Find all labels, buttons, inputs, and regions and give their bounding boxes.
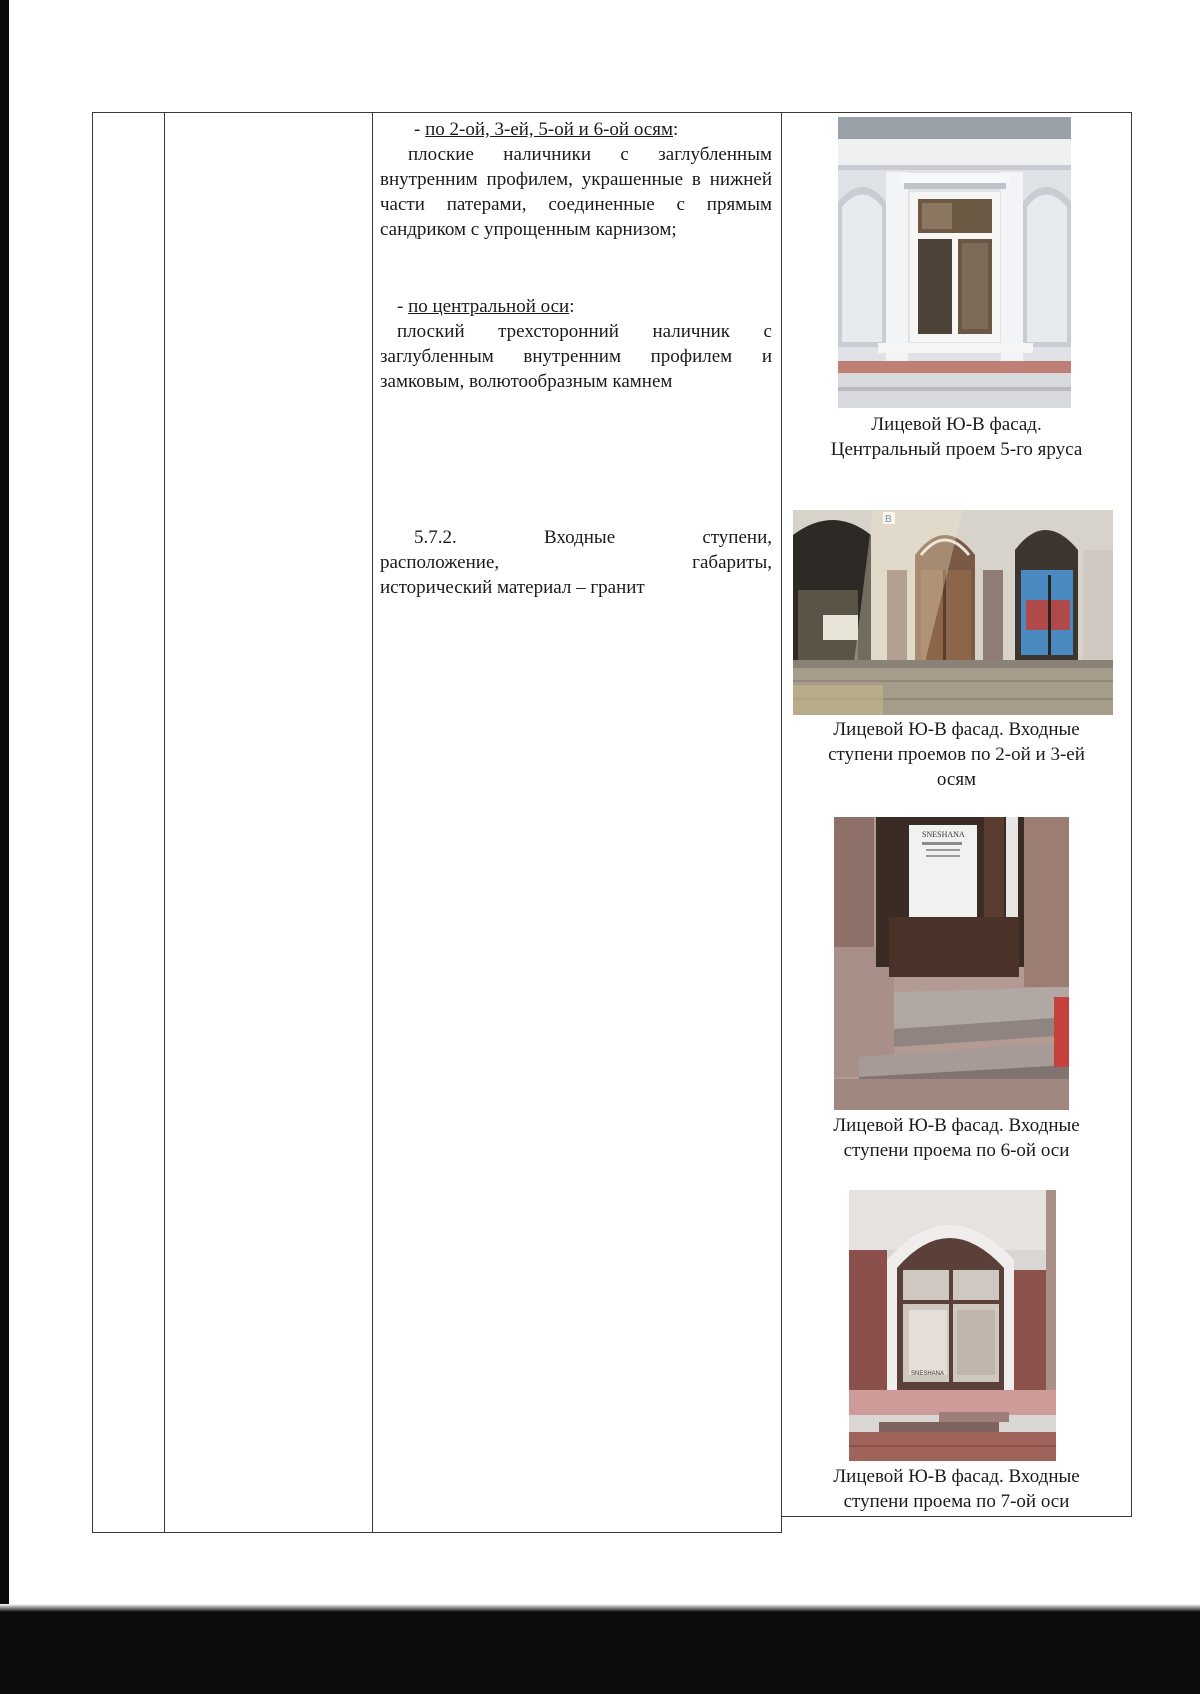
table-bottom-border bbox=[92, 1532, 782, 1533]
section-heading bbox=[380, 294, 772, 319]
table-bottom-border-right bbox=[782, 1516, 1132, 1517]
table-col-divider-4 bbox=[781, 112, 782, 1533]
section-line: 5.7.2. Входные ступени, bbox=[414, 527, 772, 548]
section-central-axis bbox=[380, 294, 772, 394]
caption-line: осям bbox=[936, 769, 977, 790]
caption-line: ступени проемов по 2-ой и 3-ей bbox=[828, 744, 1085, 765]
photo-caption bbox=[790, 1113, 1123, 1163]
caption-line: ступени проема по 6-ой оси bbox=[843, 1140, 1070, 1161]
heading-prefix: - bbox=[397, 296, 409, 317]
section-line: исторический материал – гранит bbox=[380, 577, 645, 598]
photo-caption bbox=[790, 412, 1123, 462]
photo-central-window bbox=[838, 117, 1071, 408]
section-window-trims-axes bbox=[380, 117, 772, 242]
photo-entrance-steps-axes-2-3 bbox=[793, 510, 1113, 715]
table-top-border bbox=[92, 112, 1132, 113]
caption-line: Лицевой Ю-В фасад. bbox=[871, 414, 1042, 435]
sign-text: В bbox=[885, 514, 892, 525]
heading-prefix: - bbox=[414, 119, 426, 140]
table-col-divider-5 bbox=[1131, 112, 1132, 1517]
caption-line: Лицевой Ю-В фасад. Входные bbox=[833, 1115, 1080, 1136]
section-entrance-steps bbox=[380, 525, 772, 600]
photo-entrance-steps-axis-7 bbox=[849, 1190, 1056, 1461]
heading-underlined: по центральной оси bbox=[408, 296, 570, 317]
caption-line: Лицевой Ю-В фасад. Входные bbox=[833, 719, 1080, 740]
section-body: плоские наличники с заглубленным внутренним профилем, украшенные в нижней части патерами, соединенные с прямым сандриком с упрощенным карнизом; bbox=[380, 144, 772, 240]
photo-caption bbox=[790, 1464, 1123, 1514]
caption-line: ступени проема по 7-ой оси bbox=[843, 1491, 1070, 1512]
table-col-divider-3 bbox=[372, 112, 373, 1533]
scan-left-edge bbox=[0, 0, 9, 1694]
table-col-divider-2 bbox=[164, 112, 165, 1533]
section-heading bbox=[380, 117, 772, 142]
section-body: плоский трехсторонний наличник с заглубленным внутренним профилем и замковым, волютообразным камнем bbox=[380, 321, 772, 392]
sign-text: SNESHANA bbox=[911, 1371, 945, 1377]
caption-line: Лицевой Ю-В фасад. Входные bbox=[833, 1466, 1080, 1487]
scan-bottom-edge bbox=[0, 1610, 1200, 1694]
caption-line: Центральный проем 5-го яруса bbox=[830, 439, 1083, 460]
photo-caption bbox=[790, 717, 1123, 792]
heading-suffix: : bbox=[569, 296, 575, 317]
heading-suffix: : bbox=[673, 119, 679, 140]
heading-underlined: по 2-ой, 3-ей, 5-ой и 6-ой осям bbox=[425, 119, 673, 140]
photo-entrance-steps-axis-6 bbox=[834, 817, 1069, 1110]
sign-text: SNESHANA bbox=[922, 830, 965, 839]
table-col-divider-1 bbox=[92, 112, 93, 1533]
section-line: расположение, габариты, bbox=[380, 552, 772, 573]
